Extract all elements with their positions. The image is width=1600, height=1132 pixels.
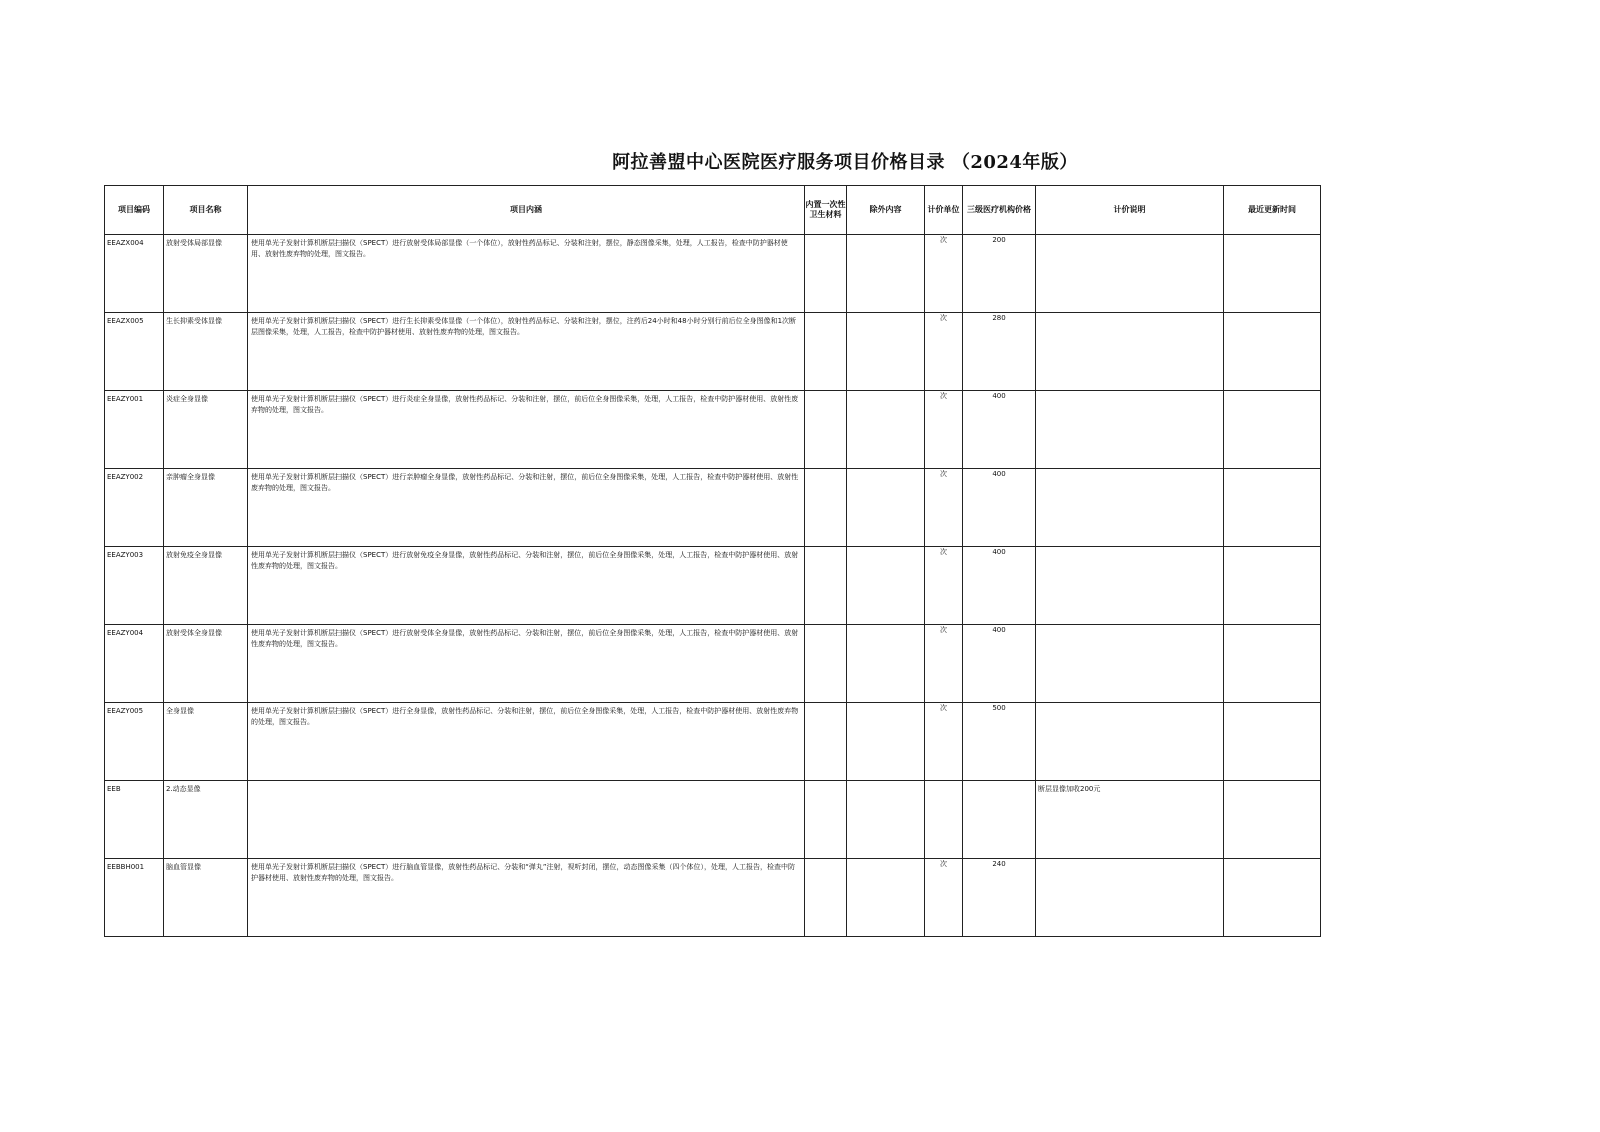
cell-note [1036, 391, 1224, 469]
cell-material [805, 313, 847, 391]
cell-code: EEBBH001 [105, 859, 164, 937]
cell-note [1036, 703, 1224, 781]
cell-unit: 次 [925, 235, 963, 313]
table-header-row [105, 186, 1321, 235]
cell-updated [1224, 391, 1321, 469]
cell-price: 200 [963, 235, 1036, 313]
header-price: 三级医疗机构价格 [963, 186, 1036, 235]
cell-unit: 次 [925, 547, 963, 625]
cell-code: EEAZY005 [105, 703, 164, 781]
cell-note [1036, 859, 1224, 937]
price-table [104, 185, 1321, 937]
cell-unit: 次 [925, 313, 963, 391]
table-row [105, 391, 1321, 469]
cell-updated [1224, 781, 1321, 859]
cell-price [963, 781, 1036, 859]
cell-note [1036, 547, 1224, 625]
cell-name: 放射免疫全身显像 [164, 547, 248, 625]
cell-content: 使用单光子发射计算机断层扫描仪（SPECT）进行放射免疫全身显像，放射性药品标记、分装和注射，摆位，前后位全身图像采集，处理，人工报告，检查中防护器材使用、放射性废弃物的处理，图文报告。 [248, 547, 805, 625]
table-row [105, 313, 1321, 391]
table-row [105, 469, 1321, 547]
cell-price: 400 [963, 469, 1036, 547]
cell-unit: 次 [925, 625, 963, 703]
cell-content: 使用单光子发射计算机断层扫描仪（SPECT）进行炎症全身显像，放射性药品标记、分装和注射，摆位，前后位全身图像采集，处理，人工报告，检查中防护器材使用、放射性废弃物的处理，图文报告。 [248, 391, 805, 469]
cell-updated [1224, 703, 1321, 781]
header-name: 项目名称 [164, 186, 248, 235]
cell-code: EEB [105, 781, 164, 859]
cell-code: EEAZY001 [105, 391, 164, 469]
cell-name: 放射受体全身显像 [164, 625, 248, 703]
cell-name: 炎症全身显像 [164, 391, 248, 469]
cell-excluded [847, 469, 925, 547]
cell-code: EEAZX004 [105, 235, 164, 313]
cell-unit: 次 [925, 703, 963, 781]
cell-updated [1224, 469, 1321, 547]
table-row [105, 703, 1321, 781]
table-row [105, 235, 1321, 313]
cell-code: EEAZY003 [105, 547, 164, 625]
cell-excluded [847, 703, 925, 781]
cell-excluded [847, 781, 925, 859]
cell-material [805, 625, 847, 703]
cell-excluded [847, 391, 925, 469]
cell-updated [1224, 859, 1321, 937]
cell-note: 断层显像加收200元 [1036, 781, 1224, 859]
cell-material [805, 235, 847, 313]
cell-name: 脑血管显像 [164, 859, 248, 937]
table-row [105, 625, 1321, 703]
header-code: 项目编码 [105, 186, 164, 235]
table-row [105, 547, 1321, 625]
cell-note [1036, 235, 1224, 313]
cell-code: EEAZY004 [105, 625, 164, 703]
cell-price: 400 [963, 547, 1036, 625]
cell-price: 500 [963, 703, 1036, 781]
cell-excluded [847, 313, 925, 391]
cell-content: 使用单光子发射计算机断层扫描仪（SPECT）进行生长抑素受体显像（一个体位），放射性药品标记、分装和注射，摆位，注药后24小时和48小时分别行前后位全身图像和1次断层图像采集，处理，人工报告，检查中防护器材使用、放射性废弃物的处理，图文报告。 [248, 313, 805, 391]
cell-content: 使用单光子发射计算机断层扫描仪（SPECT）进行放射受体局部显像（一个体位），放射性药品标记、分装和注射，摆位，静态图像采集，处理，人工报告，检查中防护器材使用、放射性废弃物的处理，图文报告。 [248, 235, 805, 313]
cell-content: 使用单光子发射计算机断层扫描仪（SPECT）进行放射受体全身显像，放射性药品标记、分装和注射，摆位，前后位全身图像采集，处理，人工报告，检查中防护器材使用、放射性废弃物的处理，图文报告。 [248, 625, 805, 703]
cell-content: 使用单光子发射计算机断层扫描仪（SPECT）进行亲肿瘤全身显像，放射性药品标记、分装和注射，摆位，前后位全身图像采集，处理，人工报告，检查中防护器材使用、放射性废弃物的处理，图文报告。 [248, 469, 805, 547]
cell-content: 使用单光子发射计算机断层扫描仪（SPECT）进行全身显像，放射性药品标记、分装和注射，摆位，前后位全身图像采集，处理，人工报告，检查中防护器材使用、放射性废弃物的处理，图文报告。 [248, 703, 805, 781]
cell-material [805, 469, 847, 547]
cell-updated [1224, 625, 1321, 703]
cell-unit: 次 [925, 859, 963, 937]
cell-price: 400 [963, 391, 1036, 469]
cell-excluded [847, 859, 925, 937]
cell-name: 全身显像 [164, 703, 248, 781]
cell-price: 280 [963, 313, 1036, 391]
cell-content: 使用单光子发射计算机断层扫描仪（SPECT）进行脑血管显像，放射性药品标记、分装和“弹丸”注射，视听封闭，摆位，动态图像采集（四个体位），处理，人工报告，检查中防护器材使用、放射性废弃物的处理，图文报告。 [248, 859, 805, 937]
cell-material [805, 703, 847, 781]
cell-updated [1224, 313, 1321, 391]
cell-material [805, 391, 847, 469]
header-note: 计价说明 [1036, 186, 1224, 235]
cell-content [248, 781, 805, 859]
page-title: 阿拉善盟中心医院医疗服务项目价格目录 （2024年版） [612, 152, 1078, 173]
cell-name: 放射受体局部显像 [164, 235, 248, 313]
cell-name: 亲肿瘤全身显像 [164, 469, 248, 547]
cell-name: 生长抑素受体显像 [164, 313, 248, 391]
cell-excluded [847, 235, 925, 313]
cell-unit: 次 [925, 391, 963, 469]
cell-material [805, 859, 847, 937]
header-content: 项目内涵 [248, 186, 805, 235]
cell-material [805, 781, 847, 859]
cell-unit: 次 [925, 469, 963, 547]
table-row [105, 859, 1321, 937]
header-updated: 最近更新时间 [1224, 186, 1321, 235]
cell-price: 400 [963, 625, 1036, 703]
cell-updated [1224, 235, 1321, 313]
cell-code: EEAZY002 [105, 469, 164, 547]
cell-note [1036, 625, 1224, 703]
cell-name: 2.动态显像 [164, 781, 248, 859]
cell-excluded [847, 547, 925, 625]
cell-note [1036, 469, 1224, 547]
header-material: 内置一次性卫生材料 [805, 186, 847, 235]
table-row [105, 781, 1321, 859]
cell-unit [925, 781, 963, 859]
cell-updated [1224, 547, 1321, 625]
header-unit: 计价单位 [925, 186, 963, 235]
cell-price: 240 [963, 859, 1036, 937]
cell-note [1036, 313, 1224, 391]
header-excluded: 除外内容 [847, 186, 925, 235]
cell-material [805, 547, 847, 625]
cell-excluded [847, 625, 925, 703]
cell-code: EEAZX005 [105, 313, 164, 391]
